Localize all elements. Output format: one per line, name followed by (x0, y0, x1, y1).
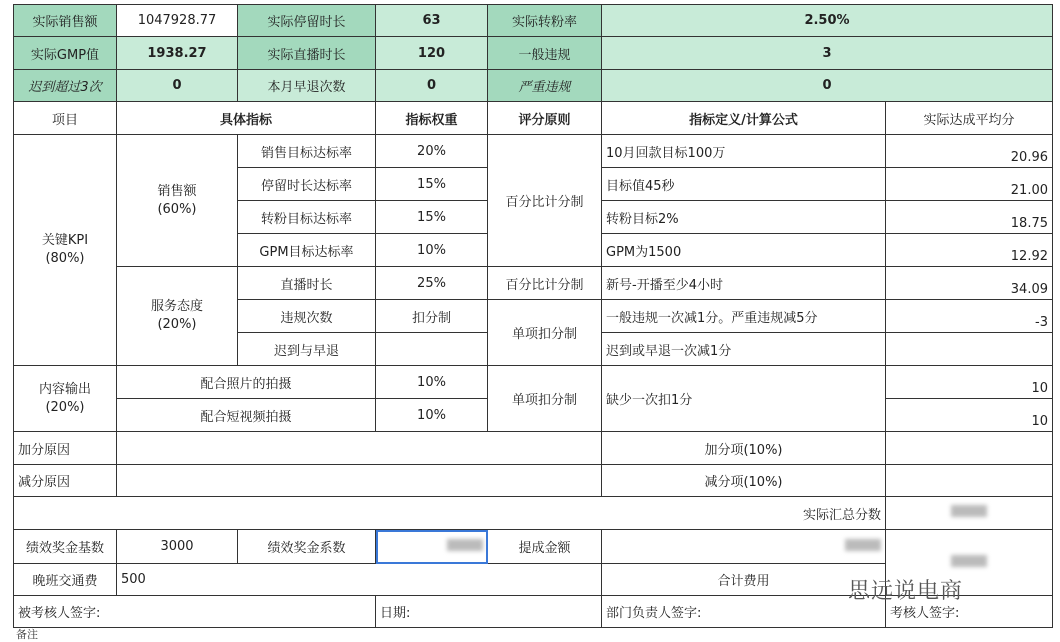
cell[interactable]: 转粉目标2% (602, 201, 886, 234)
cell[interactable]: 单项扣分制 (488, 366, 602, 432)
score-cell[interactable]: 10 (886, 399, 1053, 432)
score-cell[interactable]: 10 (886, 366, 1053, 399)
cell[interactable]: 3 (602, 37, 1053, 70)
cell[interactable]: 迟到或早退一次减1分 (602, 333, 886, 366)
cell[interactable]: 绩效奖金基数 (14, 530, 117, 564)
cell[interactable]: 加分项(10%) (602, 432, 886, 465)
score-cell[interactable] (886, 333, 1053, 366)
score-cell[interactable]: 20.96 (886, 135, 1053, 168)
cell[interactable]: 15% (376, 168, 488, 201)
cell[interactable] (117, 432, 602, 465)
sales-group-cell[interactable]: 销售额 (60%) (117, 135, 238, 267)
header-cell[interactable]: 指标权重 (376, 102, 488, 135)
cell[interactable]: 销售目标达标率 (238, 135, 376, 168)
cell[interactable] (117, 465, 602, 497)
cell[interactable]: 迟到与早退 (238, 333, 376, 366)
cell[interactable]: 提成金额 (488, 530, 602, 564)
total-label-cell[interactable]: 实际汇总分数 (14, 497, 886, 530)
cell[interactable]: 实际GMP值 (14, 37, 117, 70)
cell[interactable]: 加分原因 (14, 432, 117, 465)
header-cell[interactable]: 评分原则 (488, 102, 602, 135)
cell[interactable]: 缺少一次扣1分 (602, 366, 886, 432)
cell[interactable]: 考核人签字: (886, 596, 1053, 628)
cell[interactable]: 2.50% (602, 5, 1053, 37)
score-cell[interactable]: -3 (886, 300, 1053, 333)
header-cell[interactable]: 指标定义/计算公式 (602, 102, 886, 135)
commission-cell[interactable] (602, 530, 886, 564)
cell[interactable]: 违规次数 (238, 300, 376, 333)
content-group-cell[interactable]: 内容输出 (20%) (14, 366, 117, 432)
cell[interactable]: 百分比计分制 (488, 267, 602, 300)
header-cell[interactable]: 项目 (14, 102, 117, 135)
cell[interactable]: 部门负责人签字: (602, 596, 886, 628)
cell[interactable]: 直播时长 (238, 267, 376, 300)
header-cell[interactable]: 具体指标 (117, 102, 376, 135)
cell[interactable]: 百分比计分制 (488, 135, 602, 267)
cell[interactable]: 500 (117, 564, 602, 596)
blurred-value (447, 539, 483, 551)
cell[interactable]: 10月回款目标100万 (602, 135, 886, 168)
blurred-value (845, 539, 881, 551)
cell[interactable]: 晚班交通费 (14, 564, 117, 596)
watermark: 思远说电商 (848, 579, 964, 604)
cell[interactable] (376, 333, 488, 366)
cell[interactable]: 转粉目标达标率 (238, 201, 376, 234)
service-group-cell[interactable]: 服务态度 (20%) (117, 267, 238, 366)
cell[interactable]: 目标值45秒 (602, 168, 886, 201)
cell[interactable]: 绩效奖金系数 (238, 530, 376, 564)
blurred-value (951, 505, 987, 517)
blurred-value (951, 555, 987, 567)
cell[interactable]: 3000 (117, 530, 238, 564)
cell[interactable]: 25% (376, 267, 488, 300)
cell[interactable] (886, 432, 1053, 465)
score-cell[interactable]: 34.09 (886, 267, 1053, 300)
cell[interactable]: 配合照片的拍摄 (117, 366, 376, 399)
cell[interactable]: 实际销售额 (14, 5, 117, 37)
cell[interactable]: 20% (376, 135, 488, 168)
cell[interactable]: 新号-开播至少4小时 (602, 267, 886, 300)
kpi-sheet (13, 4, 1053, 628)
kpi-group-cell[interactable]: 关键KPI (80%) (14, 135, 117, 366)
cell[interactable]: 减分项(10%) (602, 465, 886, 497)
cell[interactable]: 实际转粉率 (488, 5, 602, 37)
cell[interactable]: GPM为1500 (602, 234, 886, 267)
cell[interactable]: 0 (602, 70, 1053, 102)
cell[interactable]: 本月早退次数 (238, 70, 376, 102)
cell[interactable]: 10% (376, 366, 488, 399)
score-cell[interactable]: 18.75 (886, 201, 1053, 234)
cell[interactable]: 0 (117, 70, 238, 102)
cell[interactable] (886, 465, 1053, 497)
cell[interactable]: 迟到超过3次 (14, 70, 117, 102)
score-cell[interactable]: 12.92 (886, 234, 1053, 267)
cell[interactable]: 63 (376, 5, 488, 37)
cell[interactable]: 日期: (376, 596, 602, 628)
cell[interactable]: 停留时长达标率 (238, 168, 376, 201)
cell[interactable]: GPM目标达标率 (238, 234, 376, 267)
total-score-cell[interactable] (886, 497, 1053, 530)
note-label: 备注 (16, 628, 38, 641)
header-cell[interactable]: 实际达成平均分 (886, 102, 1053, 135)
cell[interactable]: 合计费用 (602, 564, 886, 596)
cell[interactable]: 配合短视频拍摄 (117, 399, 376, 432)
score-cell[interactable]: 21.00 (886, 168, 1053, 201)
cell[interactable]: 扣分制 (376, 300, 488, 333)
cell[interactable]: 单项扣分制 (488, 300, 602, 366)
cell[interactable]: 15% (376, 201, 488, 234)
coef-cell-selected[interactable] (376, 530, 488, 564)
cell[interactable]: 被考核人签字: (14, 596, 376, 628)
cell[interactable]: 1938.27 (117, 37, 238, 70)
cell[interactable]: 1047928.77 (117, 5, 238, 37)
cell[interactable]: 10% (376, 234, 488, 267)
cell[interactable]: 10% (376, 399, 488, 432)
cell[interactable]: 减分原因 (14, 465, 117, 497)
cell[interactable]: 一般违规 (488, 37, 602, 70)
cell[interactable]: 实际直播时长 (238, 37, 376, 70)
cell[interactable]: 一般违规一次减1分。严重违规减5分 (602, 300, 886, 333)
cell[interactable]: 严重违规 (488, 70, 602, 102)
cell[interactable]: 实际停留时长 (238, 5, 376, 37)
cell[interactable]: 120 (376, 37, 488, 70)
cell[interactable]: 0 (376, 70, 488, 102)
